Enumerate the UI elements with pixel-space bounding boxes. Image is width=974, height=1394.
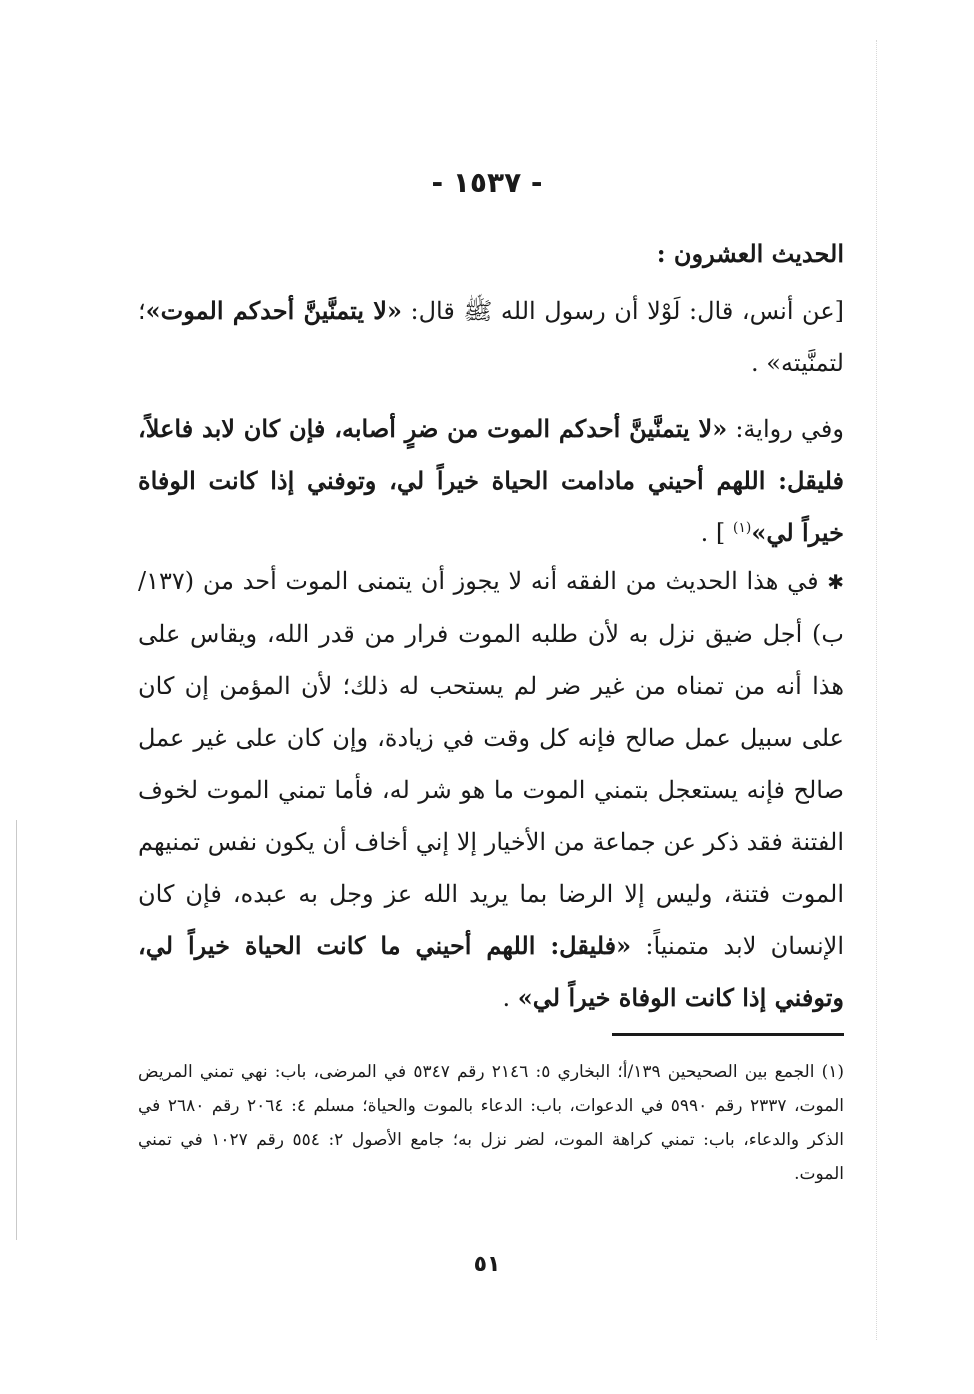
hadith-end: ؛ لتمنَّيته» . (138, 297, 844, 377)
footnote-divider (612, 1033, 844, 1036)
asterisk-icon: ✱ (827, 570, 844, 594)
commentary-text: في هذا الحديث من الفقه أنه لا يجوز أن يتمنى الموت أحد من (١٣٧/ ب) أجل ضيق نزل به لأن طلبه الموت فرار من قدر الله، ويقاس على هذا أنه من تمناه من غير ضر لم يستحب له ذلك؛ لأن المؤمن إن كان على سبيل عمل صالح فإنه كل وقت في زيادة، وإن كان على غير عمل صالح فإنه يستعجل بتمني الموت ما هو شر له، فأما تمني الموت لخوف الفتنة فقد ذكر عن جماعة من الأخيار إلا إني أخاف أن يكون نفس تمنيهم الموت فتنة، وليس إلا الرضا بما يريد الله عز وجل به عبده، فإن كان الإنسان لابد متمنياً: (138, 567, 844, 960)
hadith-paragraph (138, 285, 870, 389)
commentary-end: . (502, 984, 518, 1012)
commentary-quote: «فليقل: اللهم أحيني ما كانت الحياة خيراً لي، وتوفني إذا كانت الوفاة خيراً لي» (138, 931, 844, 1012)
riwaya-closing: ] . (700, 519, 733, 547)
footnote-text: (١) الجمع بين الصحيحين ١٣٩/أ؛ البخاري ٥: ٢١٤٦ رقم ٥٣٤٧ في المرضى، باب: نهي تمني المريض الموت، ٢٣٣٧ رقم ٥٩٩٠ في الدعوات، باب: الدعاء بالموت والحياة؛ مسلم ٤: ٢٠٦٤ رقم ٢٦٨٠ في الذكر والدعاء، باب: تمني كراهة الموت، لضر نزل به؛ جامع الأصول ٢: ٥٥٤ رقم ١٠٢٧ في تمني الموت. (138, 1062, 845, 1184)
scan-edge-line (16, 820, 17, 1240)
scan-edge-dots (876, 40, 878, 1340)
footnote-marker: (١) (732, 520, 752, 536)
page-footer-number: ٥١ (473, 1252, 501, 1277)
hadith-intro: [عن أنس، قال: لَوْلا أن رسول الله ﷺ قال: (402, 297, 845, 325)
commentary-paragraph (138, 555, 844, 1024)
riwaya-paragraph (138, 403, 870, 559)
page-header-number: - ١٥٣٧ - (431, 166, 543, 199)
riwaya-quote: «لا يتمنَّينَّ أحدكم الموت من ضرٍ أصابه، فإن كان لابد فاعلاً، فليقل: اللهم أحيني مادامت الحياة خيراً لي، وتوفني إذا كانت الوفاة خيراً لي» (138, 414, 844, 547)
hadith-quote: «لا يتمنَّينَّ أحدكم الموت» (145, 296, 402, 325)
riwaya-intro: وفي رواية: (727, 415, 844, 443)
section-heading: الحديث العشرون : (656, 239, 844, 268)
